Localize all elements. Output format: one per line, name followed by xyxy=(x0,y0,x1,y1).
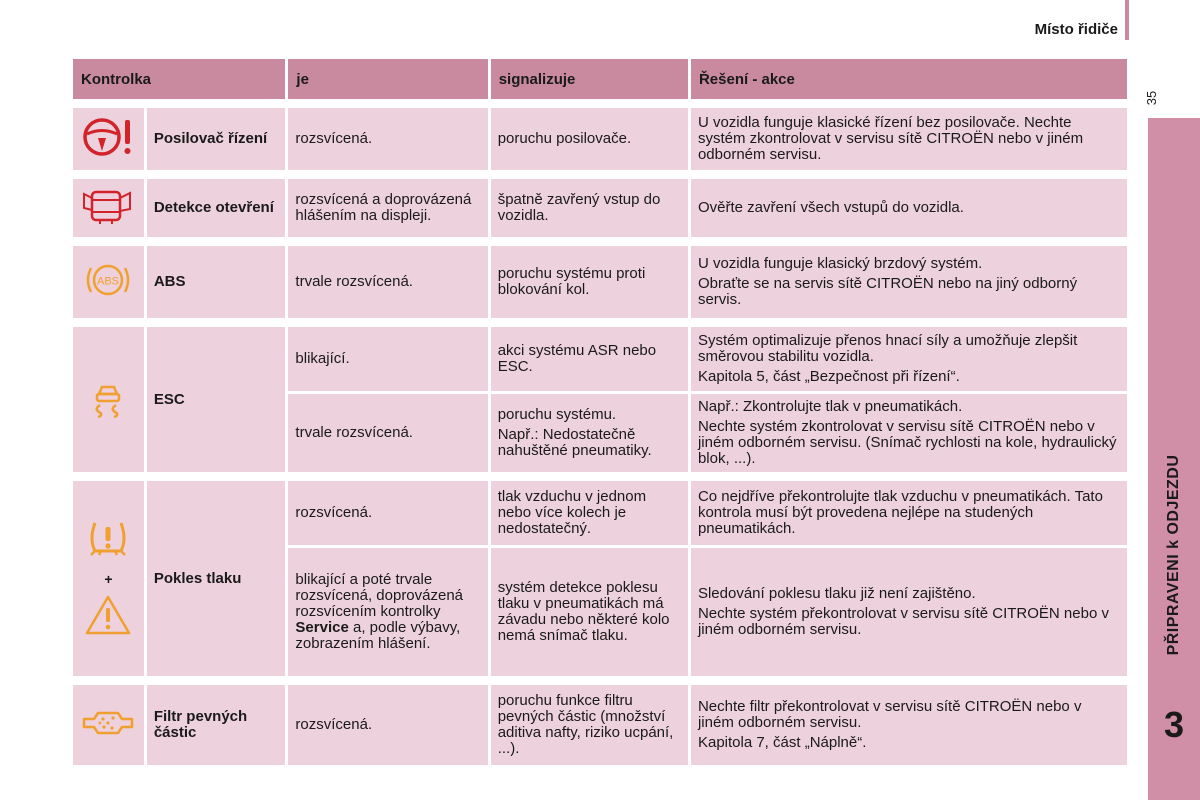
chapter-number: 3 xyxy=(1163,704,1185,745)
reseni-line: Obraťte se na servis sítě CITROËN nebo na jiný odborný servis. xyxy=(697,275,1078,308)
row-reseni xyxy=(691,327,1127,391)
column-header-reseni: Řešení - akce xyxy=(691,59,1127,99)
row-name: Filtr pevných částic xyxy=(147,685,286,765)
row-je: trvale rozsvícená. xyxy=(288,246,487,318)
icon-cell xyxy=(73,108,144,170)
table-row xyxy=(73,179,1127,237)
row-signalizuje: poruchu funkce filtru pevných částic (množství aditiva nafty, riziko ucpání, ...). xyxy=(491,685,688,765)
reseni-line: Nechte systém zkontrolovat v servisu sítě CITROËN nebo v jiném odborném servisu. (Snímač rychlosti na kole, hydraulický blok, ...). xyxy=(697,418,1117,467)
row-signalizuje: systém detekce poklesu tlaku v pneumatikách má závadu nebo některé kolo nemá snímač tlaku. xyxy=(491,548,688,676)
table-row xyxy=(73,327,1127,391)
tyre-pressure-icon xyxy=(83,517,133,567)
reseni-line: Nechte filtr překontrolovat v servisu sítě CITROËN nebo v jiném odborném servisu. xyxy=(697,698,1082,731)
row-signalizuje: tlak vzduchu v jednom nebo více kolech je nedostatečný. xyxy=(491,481,688,545)
row-reseni xyxy=(691,685,1127,765)
row-je: rozsvícená. xyxy=(288,685,487,765)
signalizuje-line: poruchu systému. xyxy=(497,406,617,423)
row-name: Detekce otevření xyxy=(147,179,286,237)
row-signalizuje: akci systému ASR nebo ESC. xyxy=(491,327,688,391)
reseni-line: Sledování poklesu tlaku již není zajištěno. xyxy=(697,585,976,602)
row-reseni xyxy=(691,246,1127,318)
row-name: Pokles tlaku xyxy=(147,481,286,676)
row-reseni xyxy=(691,548,1127,676)
table-row xyxy=(73,108,1127,170)
icon-cell xyxy=(73,246,144,318)
table-row xyxy=(73,481,1127,545)
reseni-line: Kapitola 5, část „Bezpečnost při řízení“. xyxy=(697,368,960,385)
service-label: Service xyxy=(295,619,349,636)
esc-skid-icon xyxy=(86,378,130,422)
warning-lights-table xyxy=(70,56,1130,768)
particle-filter-icon xyxy=(80,703,136,747)
page-header-title: Místo řidiče xyxy=(1034,21,1118,38)
row-reseni: Co nejdříve překontrolujte tlak vzduchu v pneumatikách. Tato kontrola musí být provedena nejlépe na studených pneumatikách. xyxy=(691,481,1127,545)
warning-triangle-icon xyxy=(83,593,133,641)
icon-cell xyxy=(73,685,144,765)
reseni-line: Např.: Zkontrolujte tlak v pneumatikách. xyxy=(697,398,963,415)
row-reseni xyxy=(691,394,1127,472)
row-signalizuje: špatně zavřený vstup do vozidla. xyxy=(491,179,688,237)
column-header-kontrolka: Kontrolka xyxy=(73,59,285,99)
abs-icon xyxy=(80,256,136,308)
page-number: 35 xyxy=(1144,90,1159,106)
row-signalizuje xyxy=(491,394,688,472)
reseni-line: Systém optimalizuje přenos hnací síly a umožňuje zlepšit směrovou stabilitu vozidla. xyxy=(697,332,1078,365)
table-row xyxy=(73,246,1127,318)
icon-cell xyxy=(73,179,144,237)
icon-cell xyxy=(73,327,144,472)
row-je: rozsvícená. xyxy=(288,108,487,170)
row-name: ESC xyxy=(147,327,286,472)
row-je xyxy=(288,548,487,676)
plus-sign: + xyxy=(104,570,113,587)
row-je: rozsvícená a doprovázená hlášením na displeji. xyxy=(288,179,487,237)
row-name: Posilovač řízení xyxy=(147,108,286,170)
signalizuje-line: Např.: Nedostatečně nahuštěné pneumatiky. xyxy=(497,426,652,459)
je-text: blikající a poté trvale rozsvícená, doprovázená rozsvícením kontrolky xyxy=(295,571,464,620)
row-signalizuje: poruchu systému proti blokování kol. xyxy=(491,246,688,318)
row-signalizuje: poruchu posilovače. xyxy=(491,108,688,170)
row-je: trvale rozsvícená. xyxy=(288,394,487,472)
steering-warning-icon xyxy=(80,115,136,163)
table-row xyxy=(73,685,1127,765)
row-je: rozsvícená. xyxy=(288,481,487,545)
row-reseni: Ověřte zavření všech vstupů do vozidla. xyxy=(691,179,1127,237)
column-header-signalizuje: signalizuje xyxy=(491,59,688,99)
row-je: blikající. xyxy=(288,327,487,391)
svg-text:ABS: ABS xyxy=(97,275,120,288)
reseni-line: Nechte systém překontrolovat v servisu sítě CITROËN nebo v jiném odborném servisu. xyxy=(697,605,1109,638)
header-accent-bar xyxy=(1125,0,1129,40)
door-open-icon xyxy=(80,184,136,232)
je-text: a, podle výbavy, zobrazením hlášení. xyxy=(295,619,461,652)
table-header-row xyxy=(73,59,1127,99)
row-reseni: U vozidla funguje klasické řízení bez posilovače. Nechte systém zkontrolovat v servisu sítě CITROËN nebo v jiném odborném servisu. xyxy=(691,108,1127,170)
icon-cell xyxy=(73,481,144,676)
reseni-line: U vozidla funguje klasický brzdový systém. xyxy=(697,255,983,272)
column-header-je: je xyxy=(288,59,487,99)
reseni-line: Kapitola 7, část „Náplně“. xyxy=(697,734,867,751)
row-name: ABS xyxy=(147,246,286,318)
chapter-title: PŘIPRAVENI k ODJEZDU xyxy=(1165,454,1182,656)
